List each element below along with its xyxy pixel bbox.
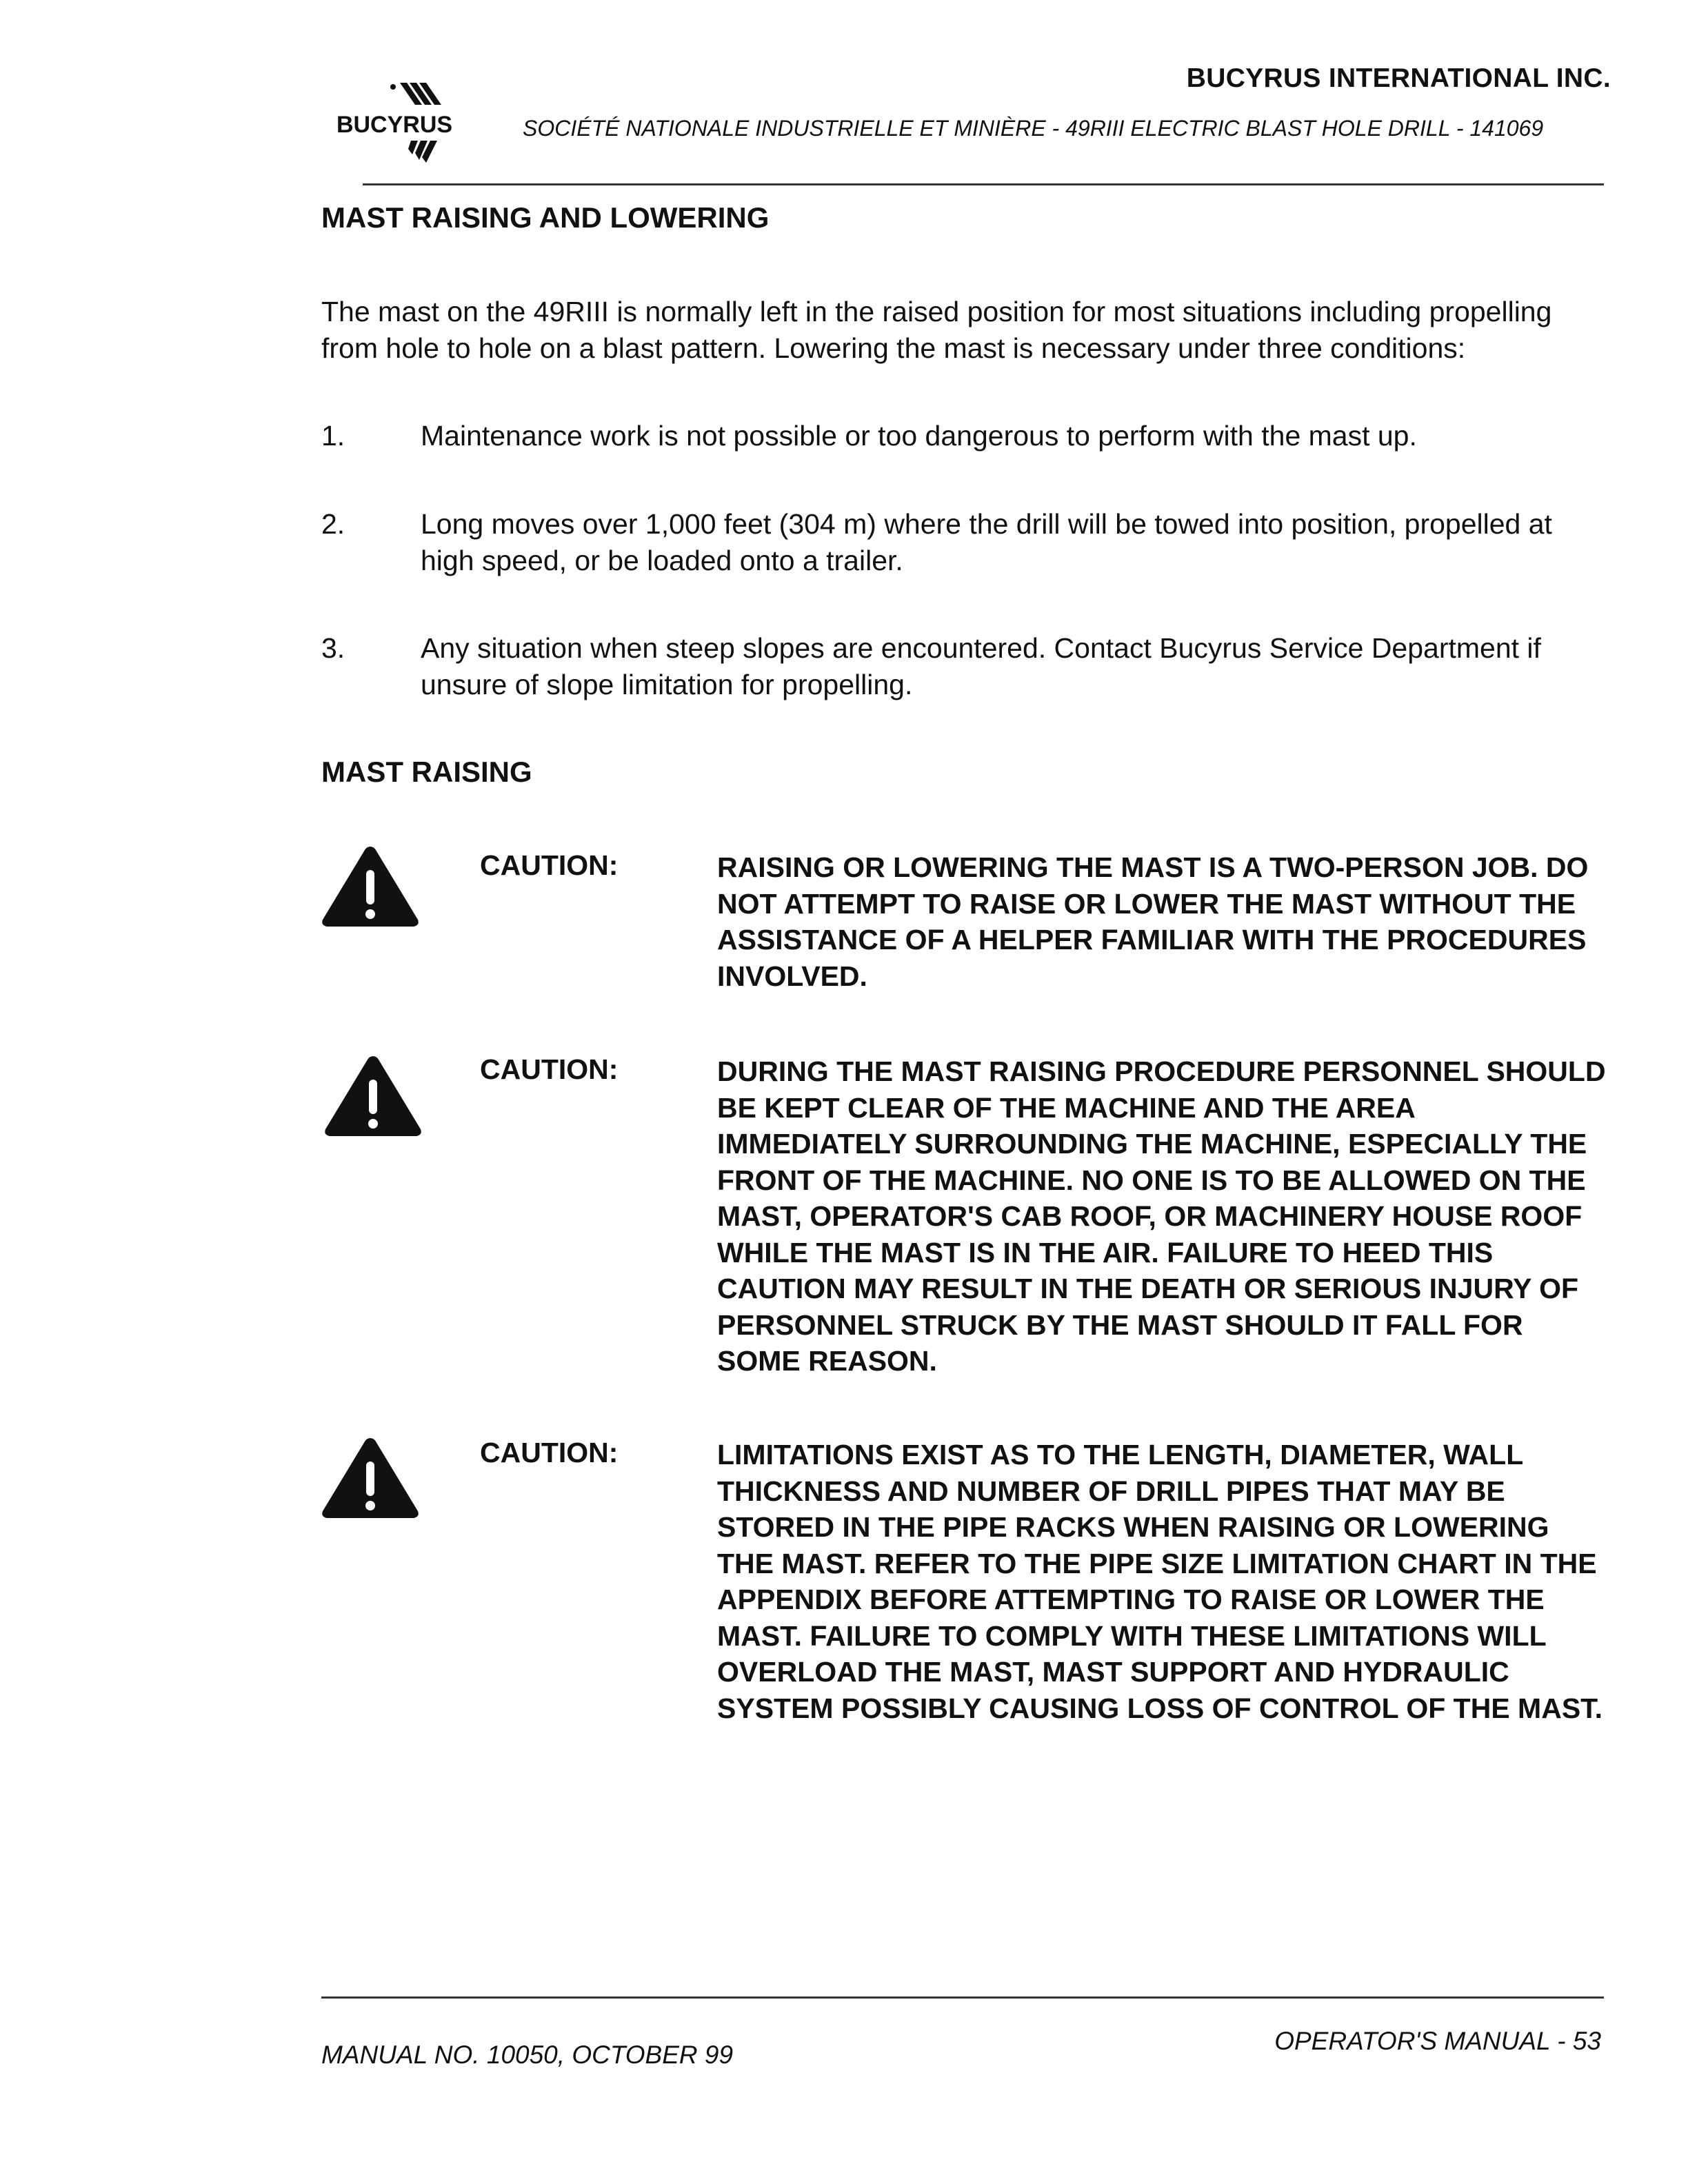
svg-text:BUCYRUS: BUCYRUS <box>336 112 453 138</box>
page-number: OPERATOR'S MANUAL - 53 <box>1274 2027 1601 2055</box>
subsection-title: MAST RAISING <box>321 756 532 788</box>
manual-number: MANUAL NO. 10050, OCTOBER 99 <box>321 2041 734 2069</box>
caution-text: DURING THE MAST RAISING PROCEDURE PERSONNEL SHOULD BE KEPT CLEAR OF THE MACHINE AND THE AREA IMMEDIATELY SURROUNDING THE MACHINE, ESPECIALLY THE FRONT OF THE MACHINE. NO ONE IS TO BE ALLOWED ON THE MAST, OPERATOR'S CAB ROOF, OR MACHINERY HOUSE ROOF WHILE THE MAST IS IN THE AIR. FAILURE TO HEED THIS CAUTION MAY RESULT IN THE DEATH OR SERIOUS INJURY OF PERSONNEL STRUCK BY THE MAST SHOULD IT FALL FOR SOME REASON. <box>717 1055 1606 1377</box>
list-item-number: 2. <box>321 508 345 540</box>
caution-text: RAISING OR LOWERING THE MAST IS A TWO-PERSON JOB. DO NOT ATTEMPT TO RAISE OR LOWER THE MAST WITHOUT THE ASSISTANCE OF A HELPER FAMILIAR WITH THE PROCEDURES INVOLVED. <box>717 851 1589 992</box>
document-subtitle: SOCIÉTÉ NATIONALE INDUSTRIELLE ET MINIÈRE - 49RIII ELECTRIC BLAST HOLE DRILL - 141069 <box>523 116 1544 141</box>
list-item-number: 3. <box>321 632 345 664</box>
intro-paragraph: The mast on the 49RIII is normally left in the raised position for most situations including propelling from hole to hole on a blast pattern. Lowering the mast is necessary under three conditions: <box>321 296 1552 364</box>
caution-text: LIMITATIONS EXIST AS TO THE LENGTH, DIAMETER, WALL THICKNESS AND NUMBER OF DRILL PIPES THAT MAY BE STORED IN THE PIPE RACKS WHEN RAISING OR LOWERING THE MAST. REFER TO THE PIPE SIZE LIMITATION CHART IN THE APPENDIX BEFORE ATTEMPTING TO RAISE OR LOWER THE MAST. FAILURE TO COMPLY WITH THESE LIMITATIONS WILL OVERLOAD THE MAST, MAST SUPPORT AND HYDRAULIC SYSTEM POSSIBLY CAUSING LOSS OF CONTROL OF THE MAST. <box>717 1439 1603 1724</box>
warning-triangle-icon <box>321 1052 425 1140</box>
caution-label: CAUTION: <box>480 1437 619 1468</box>
list-item-text: Maintenance work is not possible or too dangerous to perform with the mast up. <box>421 420 1417 452</box>
list-item-number: 1. <box>321 420 345 452</box>
footer-rule <box>321 1996 1604 1999</box>
caution-label: CAUTION: <box>480 849 619 881</box>
list-item-text: Any situation when steep slopes are encountered. Contact Bucyrus Service Department if unsure of slope limitation for propelling. <box>421 632 1541 700</box>
section-title: MAST RAISING AND LOWERING <box>321 201 770 234</box>
warning-triangle-icon <box>319 842 422 931</box>
company-name: BUCYRUS INTERNATIONAL INC. <box>1186 63 1611 93</box>
list-item-text: Long moves over 1,000 feet (304 m) where the drill will be towed into position, propelled at high speed, or be loaded onto a trailer. <box>421 508 1552 576</box>
warning-triangle-icon <box>319 1434 422 1522</box>
caution-label: CAUTION: <box>480 1053 619 1085</box>
header-rule <box>363 183 1604 185</box>
bucyrus-logo <box>319 77 470 174</box>
